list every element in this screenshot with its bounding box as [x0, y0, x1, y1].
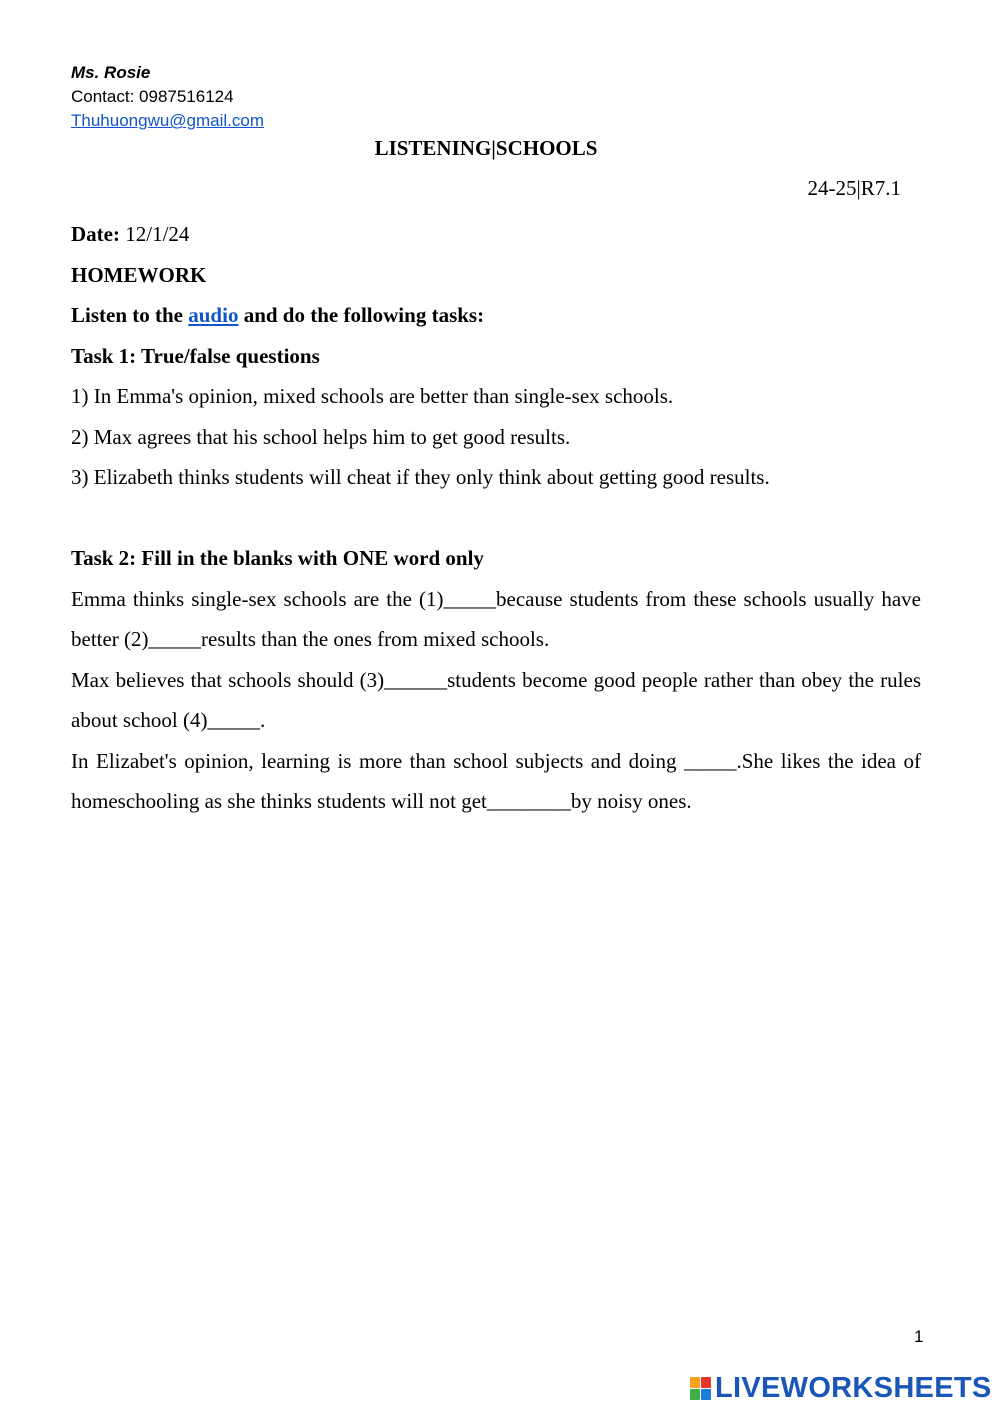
- spacer: [71, 498, 921, 539]
- worksheet-body: [71, 214, 921, 822]
- date-line: [71, 214, 921, 255]
- task2-paragraph: Max believes that schools should (3)______students become good people rather than obey the rules about school (4)_____.: [71, 667, 921, 732]
- instruction-line: [71, 295, 921, 336]
- task2-heading: Task 2: Fill in the blanks with ONE word only: [71, 546, 484, 570]
- brand-text: LIVEWORKSHEETS: [715, 1372, 992, 1404]
- instruction-text-after: and do the following tasks:: [238, 303, 485, 327]
- task1-heading: Task 1: True/false questions: [71, 343, 320, 368]
- logo-square: [701, 1377, 711, 1388]
- lesson-code: 24-25|R7.1: [807, 176, 901, 200]
- logo-square: [690, 1377, 700, 1388]
- task1-item: 2) Max agrees that his school helps him to get good results.: [71, 424, 571, 449]
- page-title: LISTENING|SCHOOLS: [374, 136, 598, 160]
- homework-heading: HOMEWORK: [71, 262, 207, 287]
- task1-item: 1) In Emma's opinion, mixed schools are better than single-sex schools.: [71, 384, 674, 408]
- logo-square: [690, 1389, 700, 1400]
- liveworksheets-brand: [690, 1372, 992, 1405]
- page-number: 1: [914, 1327, 924, 1346]
- audio-link[interactable]: audio: [188, 303, 239, 327]
- logo-square: [701, 1389, 711, 1400]
- task1-item: 3) Elizabeth thinks students will cheat if they only think about getting good results.: [71, 465, 770, 489]
- contact-phone: Contact: 0987516124: [71, 87, 234, 106]
- teacher-header: [71, 61, 264, 133]
- email-link[interactable]: Thuhuongwu@gmail.com: [71, 111, 265, 130]
- task2-paragraph: Emma thinks single-sex schools are the (1)_____because students from these schools usually have better (2)_____results than the ones from mixed schools.: [71, 586, 921, 651]
- task2-paragraph: In Elizabet's opinion, learning is more than school subjects and doing _____.She likes the idea of homeschooling as she thinks students will not get________by noisy ones.: [71, 748, 921, 813]
- liveworksheets-logo-icon: [690, 1377, 711, 1400]
- teacher-name: Ms. Rosie: [71, 63, 151, 82]
- date-value: 12/1/24: [125, 222, 190, 246]
- instruction-text-before: Listen to the: [71, 303, 189, 327]
- date-label: Date:: [71, 222, 120, 246]
